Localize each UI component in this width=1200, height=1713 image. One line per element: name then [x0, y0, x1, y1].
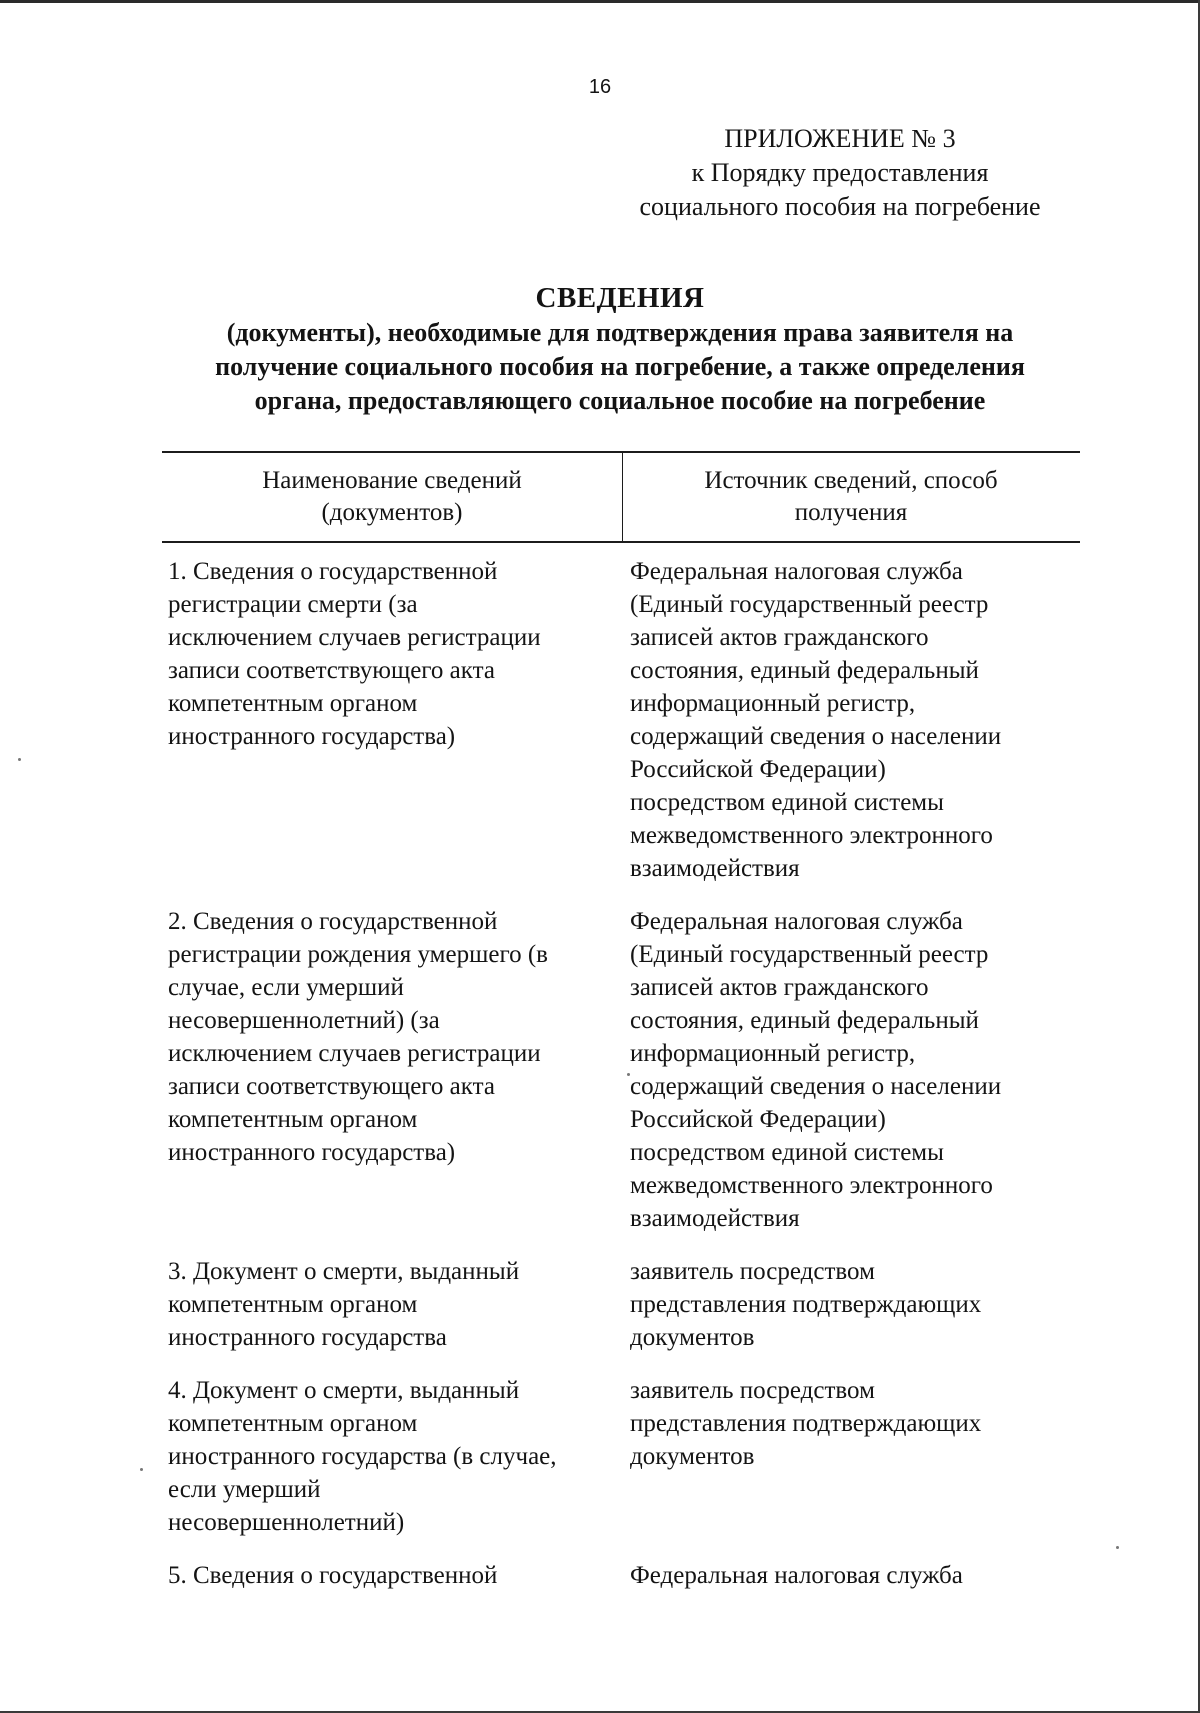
scan-speck — [627, 1073, 630, 1076]
table-row — [162, 905, 1080, 1235]
cell-line: записей актов гражданского — [630, 624, 929, 651]
cell-line: иностранного государства) — [168, 723, 456, 750]
cell-line: (Единый государственный реестр — [630, 591, 989, 618]
cell-line: межведомственного электронного — [630, 822, 993, 849]
cell-line: несовершеннолетний) — [168, 1509, 405, 1536]
scan-speck — [1116, 1546, 1119, 1549]
table-row — [162, 555, 1080, 885]
document-subtitle-line: получение социального пособия на погребение, а также определения — [215, 352, 1025, 381]
requirements-table — [162, 451, 1080, 1592]
table-body — [162, 555, 1080, 1592]
cell-line: если умерший — [168, 1476, 321, 1503]
header-source-column — [622, 465, 1080, 529]
cell-line: состояния, единый федеральный — [630, 657, 979, 684]
cell-line: Российской Федерации) — [630, 1106, 886, 1133]
scan-speck — [18, 758, 21, 761]
cell-line: компетентным органом — [168, 1291, 418, 1318]
header-line: Наименование сведений — [262, 467, 522, 494]
cell-line: посредством единой системы — [630, 789, 944, 816]
header-line: Источник сведений, способ — [704, 467, 998, 494]
cell-source — [162, 1255, 1080, 1354]
document-title-block — [150, 280, 1090, 418]
header-name-column — [162, 465, 622, 529]
cell-line: документов — [630, 1324, 755, 1351]
cell-line: взаимодействия — [630, 1205, 800, 1232]
table-header — [162, 451, 1080, 543]
cell-line: документов — [630, 1443, 755, 1470]
cell-line: иностранного государства — [168, 1324, 447, 1351]
cell-source — [162, 1559, 1080, 1592]
cell-line: компетентным органом — [168, 1106, 418, 1133]
cell-line: регистрации смерти (за — [168, 591, 418, 618]
cell-line: содержащий сведения о населении — [630, 1073, 1002, 1100]
cell-line: регистрации рождения умершего (в — [168, 941, 548, 968]
cell-line: посредством единой системы — [630, 1139, 944, 1166]
cell-line: компетентным органом — [168, 1410, 418, 1437]
cell-line: случае, если умерший — [168, 974, 404, 1001]
cell-line: (Единый государственный реестр — [630, 941, 989, 968]
document-subtitle — [150, 316, 1090, 418]
cell-source — [162, 555, 1080, 885]
cell-line: компетентным органом — [168, 690, 418, 717]
appendix-line: ПРИЛОЖЕНИЕ № 3 — [724, 124, 956, 153]
header-line: получения — [794, 499, 908, 526]
cell-line: 3. Документ о смерти, выданный — [168, 1258, 520, 1285]
table-row — [162, 1255, 1080, 1354]
cell-line: содержащий сведения о населении — [630, 723, 1002, 750]
cell-line: информационный регистр, — [630, 1040, 916, 1067]
cell-line: представления подтверждающих — [630, 1410, 982, 1437]
cell-line: Российской Федерации) — [630, 756, 886, 783]
cell-line: межведомственного электронного — [630, 1172, 993, 1199]
cell-source — [162, 905, 1080, 1235]
cell-line: записи соответствующего акта — [168, 657, 495, 684]
scan-speck — [140, 1468, 143, 1471]
cell-line: информационный регистр, — [630, 690, 916, 717]
table-row — [162, 1374, 1080, 1539]
cell-line: 2. Сведения о государственной — [168, 908, 498, 935]
cell-line: 5. Сведения о государственной — [168, 1562, 498, 1589]
cell-line: записи соответствующего акта — [168, 1073, 495, 1100]
document-subtitle-line: (документы), необходимые для подтверждения права заявителя на — [226, 318, 1014, 347]
page-number: 16 — [588, 76, 612, 98]
cell-line: состояния, единый федеральный — [630, 1007, 979, 1034]
appendix-line: социального пособия на погребение — [639, 192, 1041, 221]
appendix-line: к Порядку предоставления — [691, 158, 989, 187]
cell-line: исключением случаев регистрации — [168, 624, 541, 651]
cell-source — [162, 1374, 1080, 1539]
cell-line: иностранного государства) — [168, 1139, 456, 1166]
cell-line: записей актов гражданского — [630, 974, 929, 1001]
table-row — [162, 1559, 1080, 1592]
cell-line: представления подтверждающих — [630, 1291, 982, 1318]
cell-line: исключением случаев регистрации — [168, 1040, 541, 1067]
cell-line: Федеральная налоговая служба — [630, 1562, 963, 1589]
cell-line: заявитель посредством — [630, 1377, 875, 1404]
cell-line: взаимодействия — [630, 855, 800, 882]
cell-line: иностранного государства (в случае, — [168, 1443, 557, 1470]
cell-line: несовершеннолетний) (за — [168, 1007, 440, 1034]
cell-line: Федеральная налоговая служба — [630, 558, 963, 585]
cell-line: заявитель посредством — [630, 1258, 875, 1285]
cell-line: 4. Документ о смерти, выданный — [168, 1377, 520, 1404]
appendix-header — [600, 122, 1080, 224]
cell-line: 1. Сведения о государственной — [168, 558, 498, 585]
document-subtitle-line: органа, предоставляющего социальное пособие на погребение — [254, 386, 986, 415]
document-title: СВЕДЕНИЯ — [535, 282, 705, 314]
scan-edge-top — [0, 0, 1200, 3]
cell-line: Федеральная налоговая служба — [630, 908, 963, 935]
header-line: (документов) — [321, 499, 463, 526]
